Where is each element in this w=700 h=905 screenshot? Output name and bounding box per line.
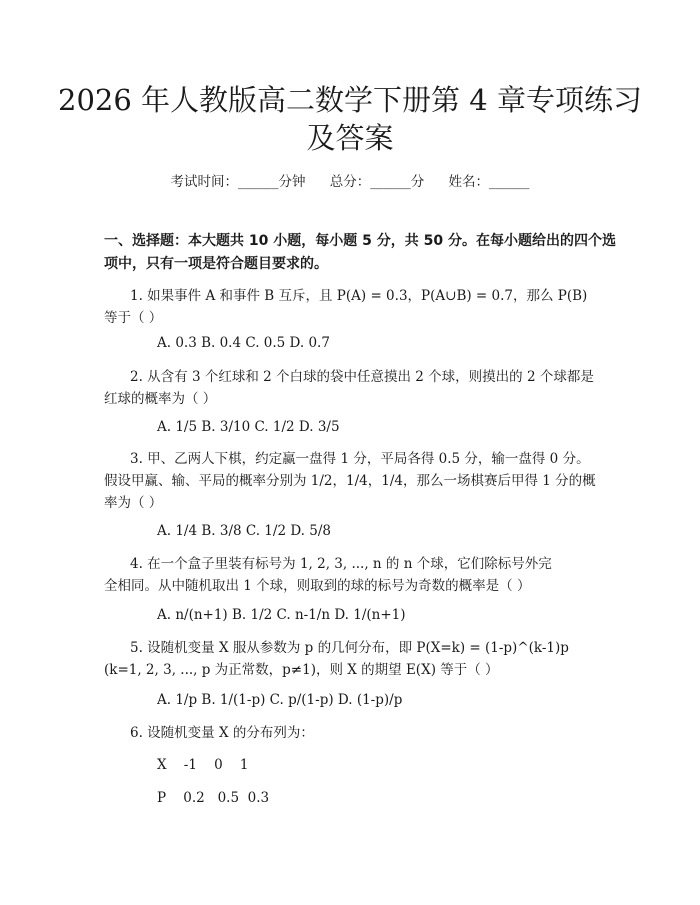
question-4-line2: 全相同。从中随机取出 1 个球，则取到的球的标号为奇数的概率是（ ）: [104, 578, 531, 594]
question-1-line1: 1. 如果事件 A 和事件 B 互斥，且 P(A) = 0.3，P(A∪B) = 0.7，那么 P(B): [130, 288, 588, 304]
exam-title-line1: 2026 年人教版高二数学下册第 4 章专项练习: [58, 83, 642, 117]
question-5-line2: (k=1, 2, 3, ..., p 为正常数，p≠1)，则 X 的期望 E(X) 等于（ ）: [104, 662, 499, 678]
exam-title-line2: 及答案: [306, 121, 394, 155]
question-2-line2: 红球的概率为（ ）: [104, 391, 217, 407]
question-4-options: A. n/(n+1) B. 1/2 C. n-1/n D. 1/(n+1): [157, 607, 406, 623]
question-1-line2: 等于（ ）: [104, 310, 163, 326]
question-5-line1: 5. 设随机变量 X 服从参数为 p 的几何分布，即 P(X=k) = (1-p)^(k-1)p: [130, 640, 569, 656]
question-4-line1: 4. 在一个盒子里装有标号为 1, 2, 3, ..., n 的 n 个球，它们除标号外完: [130, 556, 552, 572]
question-6-line1: 6. 设随机变量 X 的分布列为：: [130, 725, 314, 741]
question-5-options: A. 1/p B. 1/(1-p) C. p/(1-p) D. (1-p)/p: [157, 692, 403, 708]
question-3-line2: 假设甲赢、输、平局的概率分别为 1/2，1/4，1/4，那么一场棋赛后甲得 1 分的概: [104, 473, 596, 489]
question-3-line3: 率为（ ）: [104, 495, 163, 511]
question-3-options: A. 1/4 B. 3/8 C. 1/2 D. 5/8: [157, 523, 331, 539]
section-heading-line2: 项中，只有一项是符合题目要求的。: [104, 256, 328, 272]
exam-time-field: 考试时间：______分钟: [170, 174, 306, 190]
distribution-row-p: P 0.2 0.5 0.3: [157, 790, 270, 806]
section-heading-line1: 一、选择题：本大题共 10 小题，每小题 5 分，共 50 分。在每小题给出的四个选: [104, 233, 616, 249]
question-1-options: A. 0.3 B. 0.4 C. 0.5 D. 0.7: [157, 335, 330, 351]
question-2-options: A. 1/5 B. 3/10 C. 1/2 D. 3/5: [157, 419, 340, 435]
exam-meta: [0, 170, 700, 190]
question-2-line1: 2. 从含有 3 个红球和 2 个白球的袋中任意摸出 2 个球，则摸出的 2 个球都是: [130, 369, 594, 385]
distribution-row-x: X -1 0 1: [157, 757, 249, 773]
exam-score-field: 总分：______分: [329, 174, 425, 190]
question-3-line1: 3. 甲、乙两人下棋，约定赢一盘得 1 分，平局各得 0.5 分，输一盘得 0 分。: [130, 451, 590, 467]
exam-name-field: 姓名：______: [448, 174, 530, 190]
